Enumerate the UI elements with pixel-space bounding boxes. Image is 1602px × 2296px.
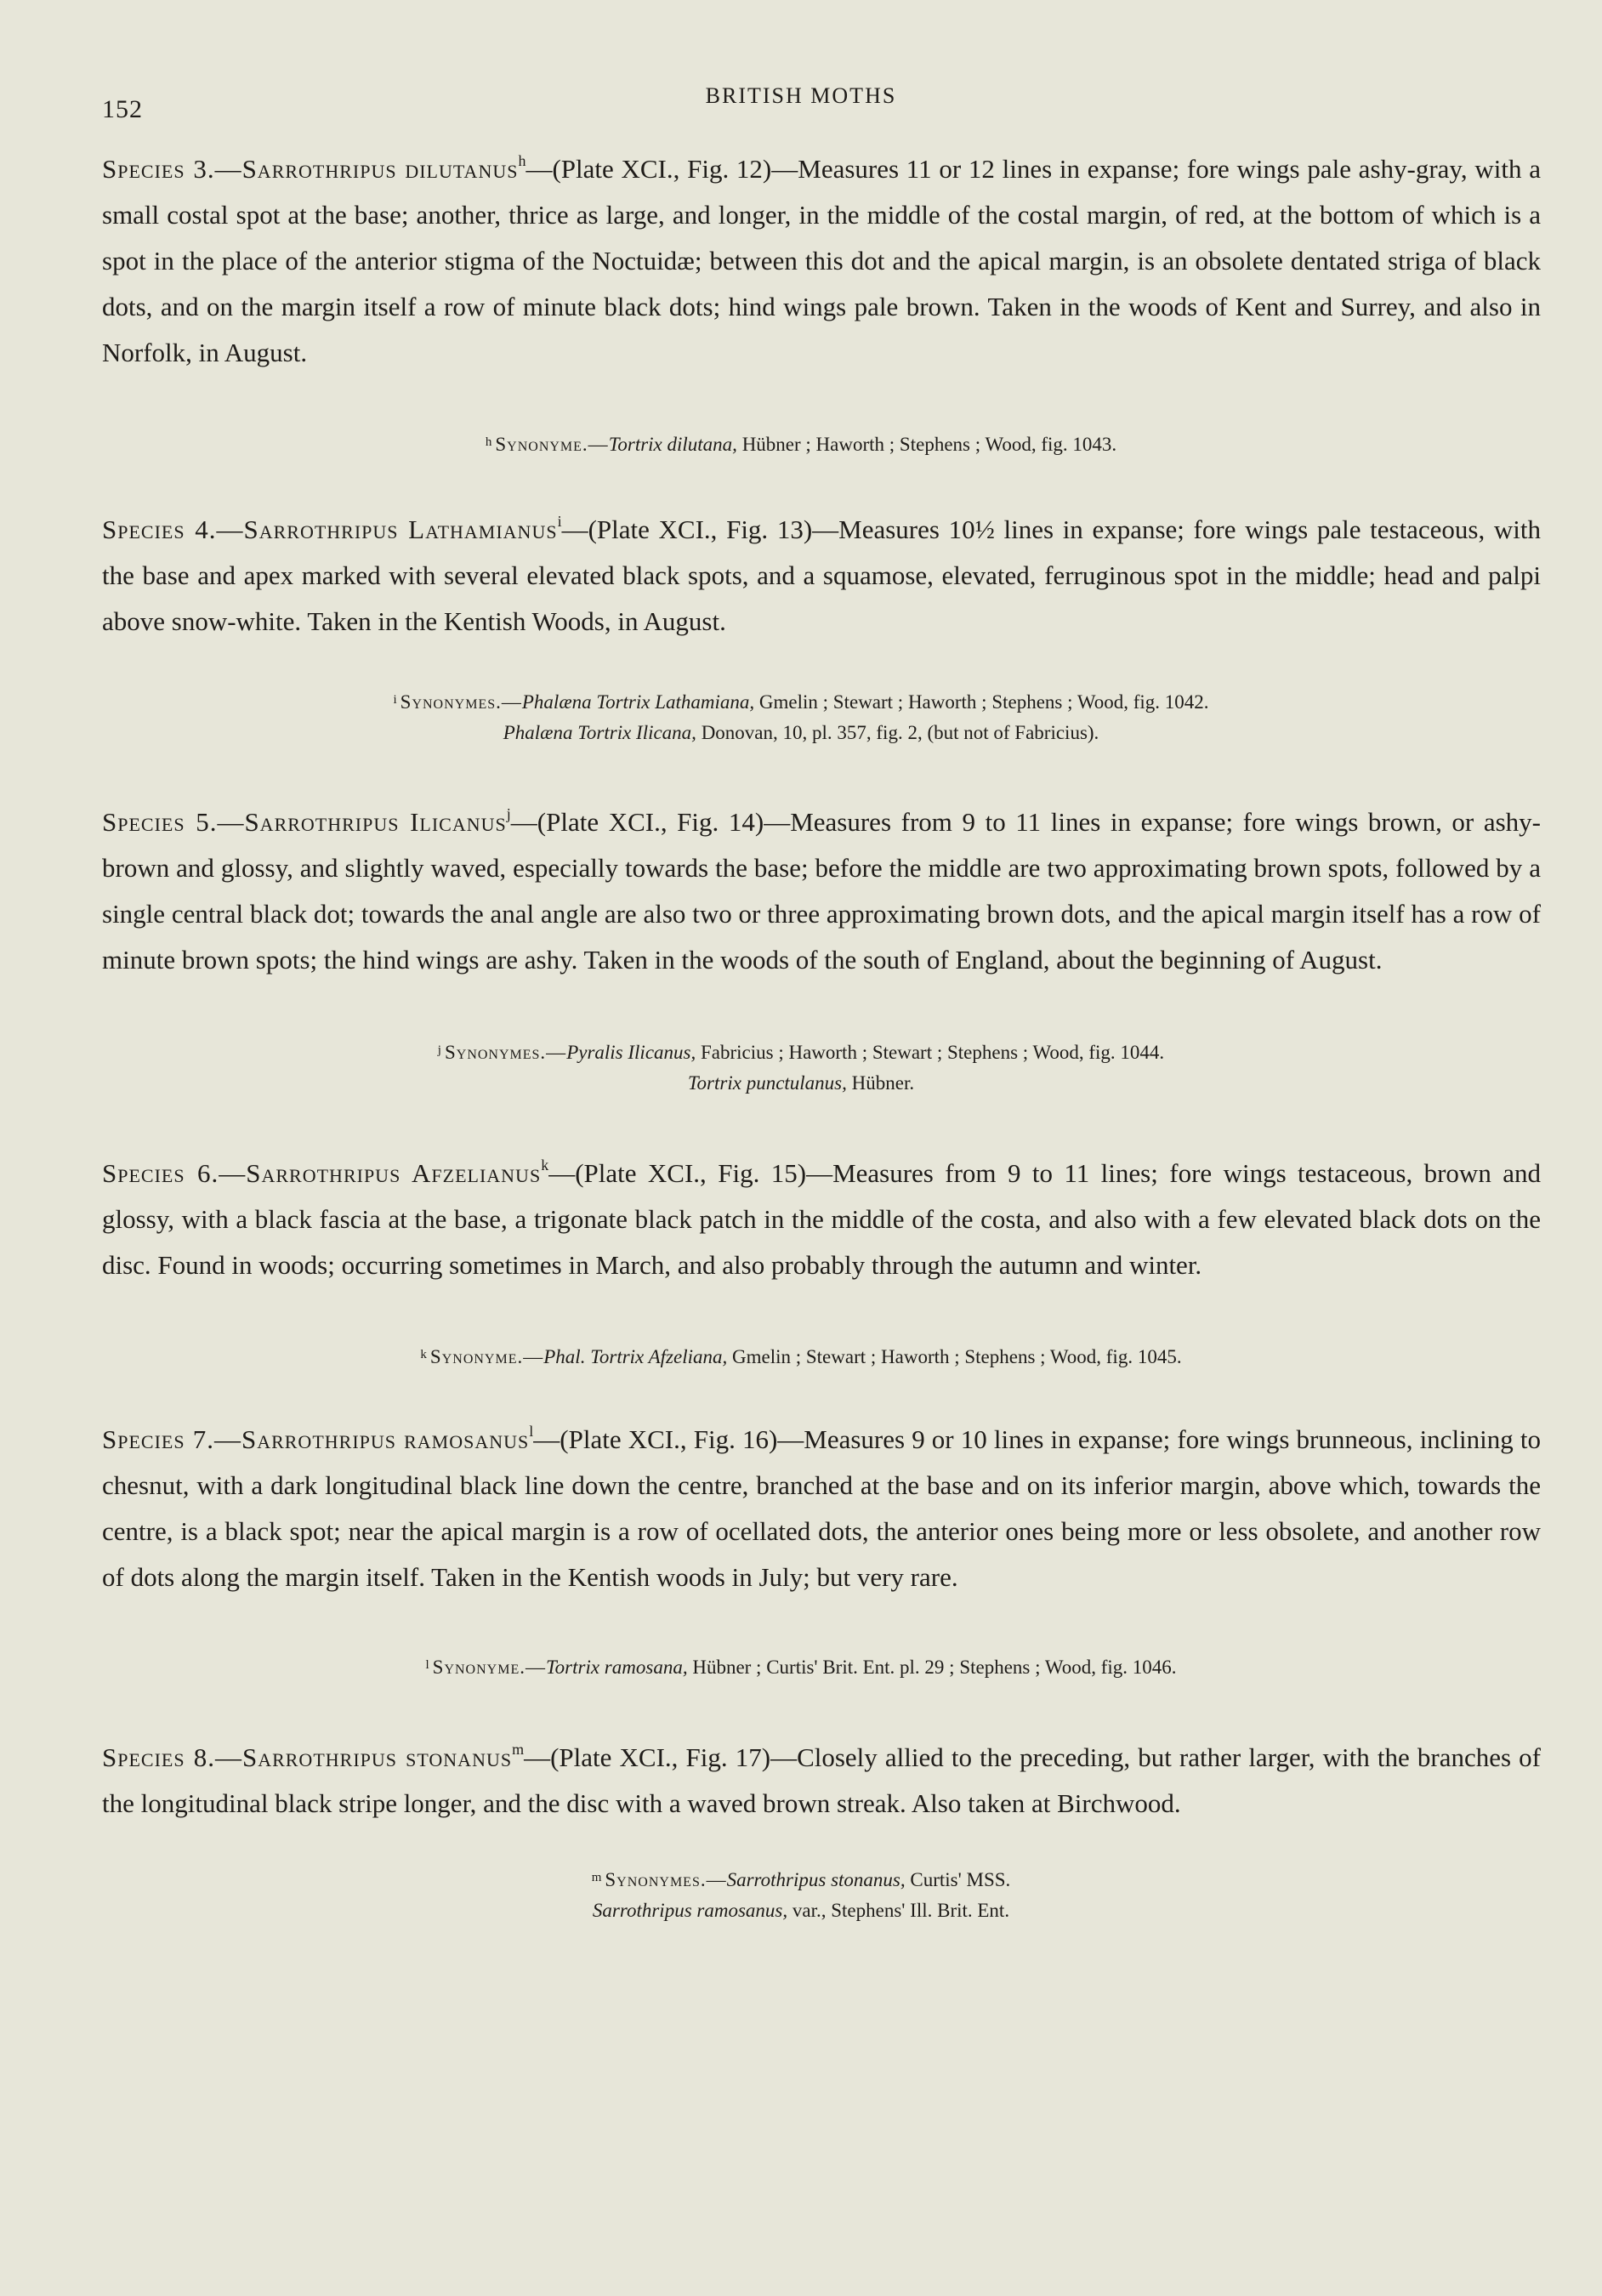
footnote-label: Synonymes.— [444, 1042, 567, 1063]
footnote-species-name: Tortrix dilutana, [608, 434, 737, 455]
footnote-references: Hübner ; Curtis' Brit. Ent. pl. 29 ; Stephens ; Wood, fig. 1046. [687, 1657, 1177, 1678]
footnote-ref: m [512, 1741, 525, 1758]
footnote [0, 685, 1602, 748]
species-description: —(Plate XCI., Fig. 15)—Measures from 9 to 11 lines; fore wings testaceous, brown and glossy, with a black fascia at the base, a trigonate black patch in the middle of the costa, and also with a few elevated black dots on the disc. Found in woods; occurring sometimes in March, and also probably through the autumn and winter. [102, 1158, 1541, 1280]
species-description: —(Plate XCI., Fig. 12)—Measures 11 or 12 lines in expanse; fore wings pale ashy-gray, with a small costal spot at the base; another, thrice as large, and longer, in the middle of the costal margin, of red, at the bottom of which is a spot in the place of the anterior stigma of the Noctuidæ; between this dot and the apical margin, is an obsolete dentated striga of black dots, and on the margin itself a row of minute black dots; hind wings pale brown. Taken in the woods of Kent and Surrey, and also in Norfolk, in August. [102, 154, 1541, 367]
footnote-references: Hübner ; Haworth ; Stephens ; Wood, fig. 1043. [736, 434, 1117, 455]
footnote-line-2 [0, 718, 1602, 748]
running-head: BRITISH MOTHS [705, 83, 897, 108]
footnote-references: Fabricius ; Haworth ; Stewart ; Stephens ; Wood, fig. 1044. [696, 1042, 1165, 1063]
footnote-species-name: Tortrix punctulanus, [687, 1072, 847, 1094]
species-description: —(Plate XCI., Fig. 14)—Measures from 9 to 11 lines in expanse; fore wings brown, or ashy-brown and glossy, and slightly waved, especially towards the base; before the middle are two approximating brown spots, followed by a single central black dot; towards the anal angle are also two or three approximating brown dots, and the apical margin itself has a row of minute brown spots; the hind wings are ashy. Taken in the woods of the south of England, about the beginning of August. [102, 807, 1542, 975]
species-heading: Species 3.—Sarrothripus dilutanus [102, 154, 519, 184]
footnote-species-name: Phalæna Tortrix Lathamiana, [521, 691, 755, 713]
footnote-label: Synonyme.— [495, 434, 609, 455]
footnote-ref: j [506, 805, 511, 822]
page-number: 152 [102, 95, 143, 123]
footnote-marker: j [437, 1043, 441, 1057]
footnote-references: Curtis' MSS. [905, 1869, 1011, 1890]
species-heading: Species 8.—Sarrothripus stonanus [102, 1742, 513, 1772]
species-heading: Species 6.—Sarrothripus Afzelianus [102, 1158, 542, 1188]
species-entry [102, 498, 1541, 645]
footnote-references: Gmelin ; Stewart ; Haworth ; Stephens ; Wood, fig. 1042. [754, 691, 1209, 713]
footnote-species-name: Phalæna Tortrix Ilicana, [503, 722, 696, 743]
species-heading: Species 5.—Sarrothripus Ilicanus [102, 807, 507, 837]
species-description: —(Plate XCI., Fig. 16)—Measures 9 or 10 lines in expanse; fore wings brunneous, inclining to chesnut, with a dark longitudinal black line down the centre, branched at the base and on its inferior margin, above which, towards the centre, is a black spot; near the apical margin is a row of ocellated dots, the anterior ones being more or less obsolete, and another row of dots along the margin itself. Taken in the Kentish woods in July; but very rare. [102, 1424, 1542, 1592]
species-description: —(Plate XCI., Fig. 13)—Measures 10½ lines in expanse; fore wings pale testaceous, with the base and apex marked with several elevated black spots, and a squamose, elevated, ferruginous spot in the middle; head and palpi above snow-white. Taken in the Kentish Woods, in August. [102, 514, 1541, 636]
footnote-species-name: Tortrix ramosana, [545, 1657, 688, 1678]
footnote-ref: l [529, 1423, 534, 1440]
footnote-references: Donovan, 10, pl. 357, fig. 2, (but not of Fabricius). [696, 722, 1099, 743]
footnote [0, 1862, 1602, 1926]
species-entry [102, 1726, 1541, 1827]
species-entry [102, 791, 1541, 983]
footnote-line-2 [0, 1895, 1602, 1926]
footnote-references: var., Stephens' Ill. Brit. Ent. [787, 1900, 1010, 1921]
footnote-ref: h [518, 152, 526, 169]
footnote-species-name: Pyralis Ilicanus, [566, 1042, 696, 1063]
footnote-label: Synonymes.— [400, 691, 522, 713]
footnote-marker: l [425, 1658, 429, 1672]
footnote-ref: k [541, 1157, 549, 1174]
species-entry [102, 1142, 1541, 1288]
footnote-label: Synonyme.— [432, 1657, 546, 1678]
species-heading: Species 4.—Sarrothripus Lathamianus [102, 514, 558, 544]
footnote-label: Synonymes.— [605, 1869, 727, 1890]
footnote [0, 1035, 1602, 1099]
species-entry [102, 138, 1541, 376]
species-heading: Species 7.—Sarrothripus ramosanus [102, 1424, 530, 1454]
footnote-references: Hübner. [846, 1072, 915, 1094]
footnote-label: Synonyme.— [429, 1346, 544, 1367]
footnote-ref: i [557, 513, 562, 530]
footnote-marker: m [591, 1871, 602, 1884]
footnote-marker: k [420, 1348, 427, 1361]
footnote [0, 427, 1602, 460]
footnote [0, 1650, 1602, 1683]
species-entry [102, 1408, 1541, 1600]
footnote-species-name: Sarrothripus stonanus, [726, 1869, 906, 1890]
footnote [0, 1339, 1602, 1372]
footnote-species-name: Phal. Tortrix Afzeliana, [543, 1346, 728, 1367]
footnote-species-name: Sarrothripus ramosanus, [592, 1900, 788, 1921]
species-description: —(Plate XCI., Fig. 17)—Closely allied to the preceding, but rather larger, with the branches of the longitudinal black stripe longer, and the disc with a waved brown streak. Also taken at Birchwood. [102, 1742, 1541, 1818]
footnote-marker: h [485, 435, 492, 449]
footnote-references: Gmelin ; Stewart ; Haworth ; Stephens ; Wood, fig. 1045. [727, 1346, 1182, 1367]
footnote-marker: i [393, 693, 397, 707]
footnote-line-2 [0, 1068, 1602, 1099]
